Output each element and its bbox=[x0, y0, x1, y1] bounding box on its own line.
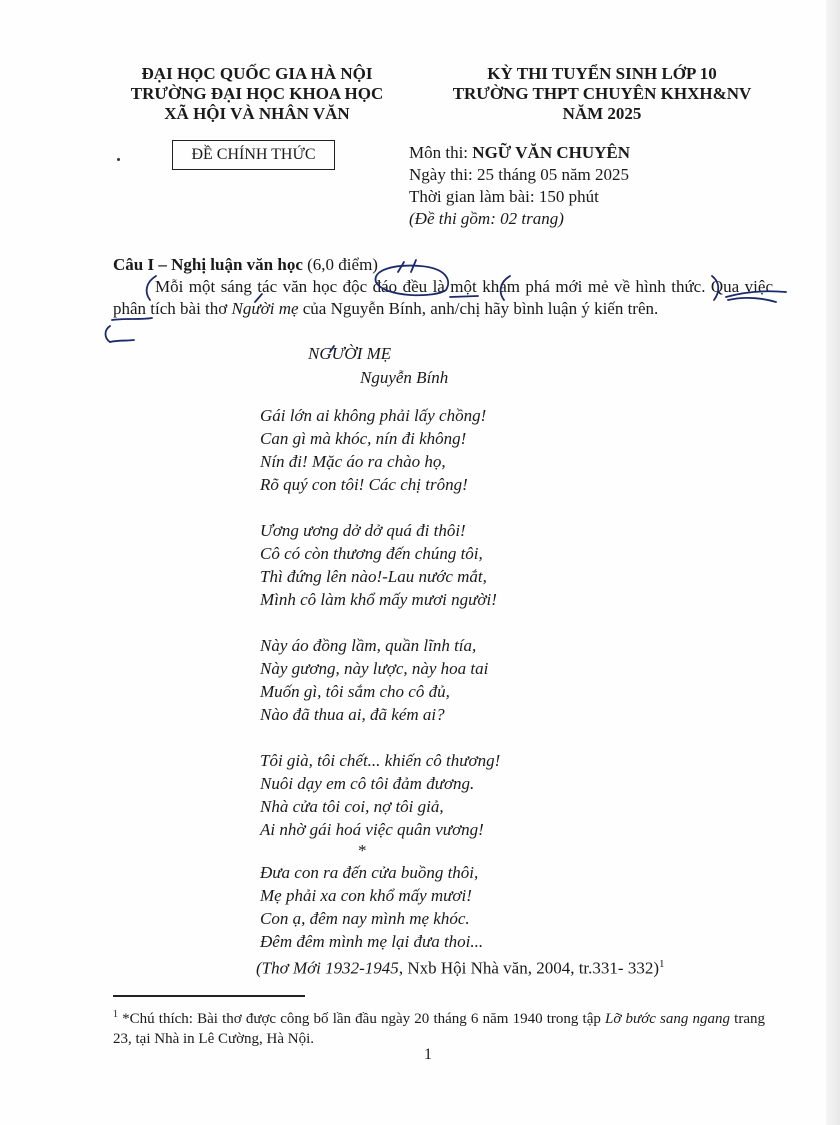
source-rest: , Nxb Hội Nhà văn, 2004, tr.331- 332) bbox=[398, 958, 659, 978]
exam-subject bbox=[409, 142, 789, 164]
poem-stanza-4 bbox=[260, 749, 680, 841]
question-title-bold: Câu I – Nghị luận văn học bbox=[113, 255, 303, 274]
source-footnote-ref: 1 bbox=[658, 958, 665, 970]
header-left-line2: TRƯỜNG ĐẠI HỌC KHOA HỌC bbox=[130, 84, 384, 103]
poem-line: Nuôi dạy em cô tôi đảm đương. bbox=[260, 774, 475, 793]
poem-line: Cô có còn thương đến chúng tôi, bbox=[260, 544, 483, 563]
poem-text bbox=[260, 404, 680, 976]
poem-line: Này áo đồng lầm, quần lĩnh tía, bbox=[260, 636, 477, 655]
exam-info bbox=[409, 142, 789, 230]
footnote bbox=[113, 1005, 765, 1049]
poem-line: Mình cô làm khổ mấy mươi người! bbox=[260, 590, 497, 609]
ink-slash-2 bbox=[411, 260, 416, 272]
poem-line: Nín đi! Mặc áo ra chào họ, bbox=[260, 452, 446, 471]
ink-slash-1 bbox=[398, 262, 404, 272]
poem-line: Gái lớn ai không phải lấy chồng! bbox=[260, 406, 487, 425]
header-right-line2: TRƯỜNG THPT CHUYÊN KHXH&NV bbox=[452, 84, 752, 103]
header-university bbox=[112, 64, 402, 124]
poem-line: Con ạ, đêm nay mình mẹ khóc. bbox=[260, 909, 470, 928]
header-left-line1: ĐẠI HỌC QUỐC GIA HÀ NỘI bbox=[141, 64, 373, 83]
stray-dot bbox=[117, 158, 120, 161]
poem-stanza-5 bbox=[260, 861, 680, 953]
poem-stanza-2 bbox=[260, 519, 680, 611]
footnote-text2: trang 23, tại Nhà in Lê Cường, Hà Nội. bbox=[113, 1011, 765, 1047]
poem-title: NGƯỜI MẸ bbox=[308, 344, 392, 363]
poem-stanza-3 bbox=[260, 634, 680, 726]
question-title bbox=[113, 254, 378, 276]
question-points: (6,0 điểm) bbox=[302, 255, 378, 274]
question-body-part1: Mỗi một sáng tác văn học độc đáo đều là một khám phá mới mẻ về hình thức. Qua việc phân tích bài thơ bbox=[113, 277, 773, 318]
exam-pages-note: (Đề thi gồm: 02 trang) bbox=[409, 209, 564, 228]
poem-line: Muốn gì, tôi sắm cho cô đủ, bbox=[260, 682, 450, 701]
official-exam-label: ĐỀ CHÍNH THỨC bbox=[172, 140, 335, 170]
header-right-line1: KỲ THI TUYỂN SINH LỚP 10 bbox=[487, 64, 717, 83]
poem-line: Mẹ phải xa con khổ mấy mươi! bbox=[260, 886, 472, 905]
exam-duration: Thời gian làm bài: 150 phút bbox=[409, 187, 599, 206]
subject-label: Môn thi: bbox=[409, 143, 473, 162]
poem-line: Can gì mà khóc, nín đi không! bbox=[260, 429, 467, 448]
poem-line: Ương ương dở dở quá đi thôi! bbox=[260, 521, 466, 540]
poem-separator: * bbox=[358, 841, 367, 860]
page-number: 1 bbox=[424, 1046, 432, 1063]
poem-line: Nhà cửa tôi coi, nợ tôi giả, bbox=[260, 797, 444, 816]
poem-line: Đưa con ra đến cửa buồng thôi, bbox=[260, 863, 479, 882]
page-edge-shadow bbox=[826, 0, 840, 1125]
subject-value: NGỮ VĂN CHUYÊN bbox=[472, 143, 631, 162]
source-italic: (Thơ Mới 1932-1945 bbox=[256, 958, 399, 978]
poem-author: Nguyễn Bính bbox=[360, 368, 449, 387]
question-body-part2: của Nguyễn Bính, anh/chị hãy bình luận ý kiến trên. bbox=[298, 299, 659, 318]
ink-bracket-luan bbox=[106, 326, 111, 342]
ink-underline-luan bbox=[110, 340, 134, 342]
exam-date: Ngày thi: 25 tháng 05 năm 2025 bbox=[409, 165, 630, 184]
header-left-line3: XÃ HỘI VÀ NHÂN VĂN bbox=[164, 104, 350, 123]
poem-line: Ai nhờ gái hoá việc quân vương! bbox=[260, 820, 484, 839]
poem-stanza-1 bbox=[260, 404, 680, 496]
footnote-marker: 1 bbox=[113, 1009, 118, 1020]
question-poem-name: Người mẹ bbox=[231, 299, 299, 318]
footnote-collection: Lỡ bước sang ngang bbox=[605, 1011, 731, 1027]
question-body bbox=[113, 276, 773, 320]
header-right-line3: NĂM 2025 bbox=[562, 104, 642, 123]
poem-line: Đêm đêm mình mẹ lại đưa thoi... bbox=[260, 932, 484, 951]
poem-line: Này gương, này lược, này hoa tai bbox=[260, 659, 489, 678]
poem-line: Nào đã thua ai, đã kém ai? bbox=[260, 705, 445, 724]
poem-line: Tôi già, tôi chết... khiến cô thương! bbox=[260, 751, 501, 770]
poem-line: Rõ quý con tôi! Các chị trông! bbox=[260, 475, 468, 494]
poem-line: Thì đứng lên nào!-Lau nước mắt, bbox=[260, 567, 487, 586]
footnote-text1: *Chú thích: Bài thơ được công bố lần đầu ngày 20 tháng 6 năm 1940 trong tập bbox=[118, 1011, 606, 1027]
footnote-divider bbox=[113, 995, 305, 997]
poem-source bbox=[256, 958, 664, 979]
header-exam bbox=[432, 64, 772, 124]
